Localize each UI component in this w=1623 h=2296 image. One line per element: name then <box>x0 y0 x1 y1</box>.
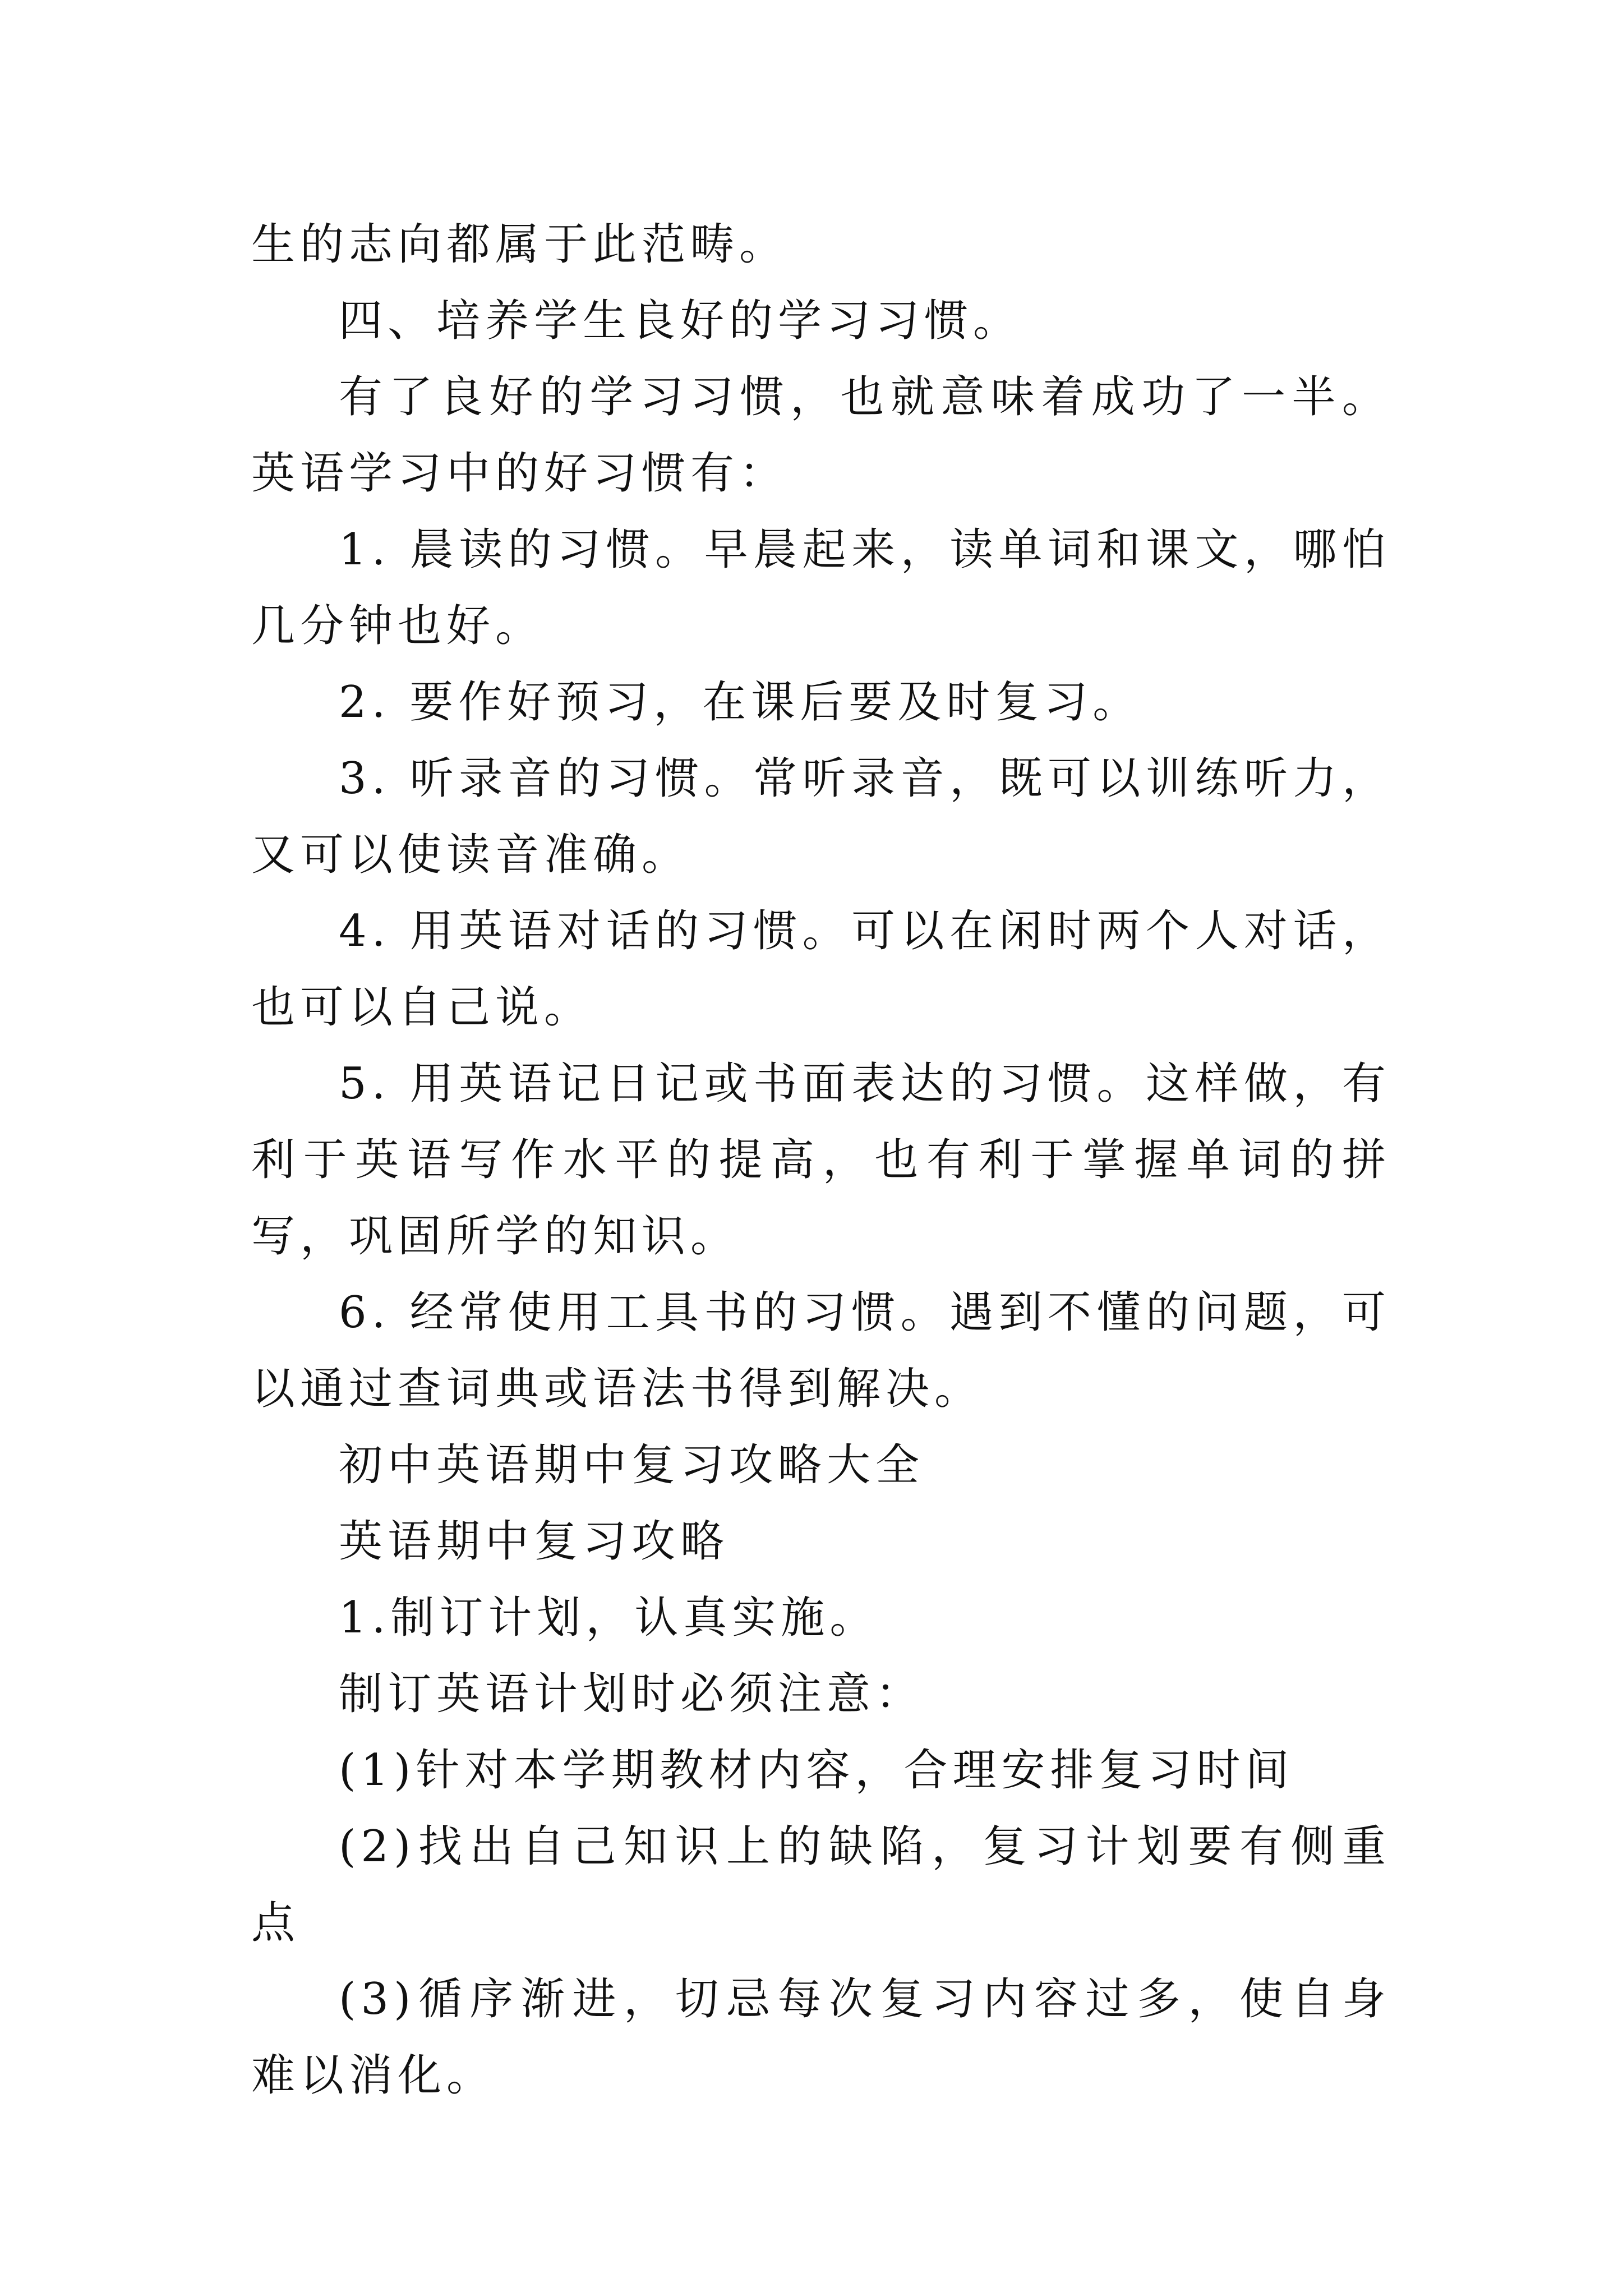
section-heading-habits: 四、培养学生良好的学习习惯。 <box>339 296 1022 346</box>
document-body <box>251 206 1391 2114</box>
list-item-1: 1. 晨读的习惯。早晨起来，读单词和课文，哪怕几分钟也好。 <box>251 524 1391 651</box>
plan-heading: 1.制订计划，认真实施。 <box>339 1593 879 1643</box>
list-item-5: 5. 用英语记日记或书面表达的习惯。这样做，有利于英语写作水平的提高，也有利于掌握单词的拼写，巩固所学的知识。 <box>251 1059 1391 1262</box>
plan-note-1: (1)针对本学期教材内容，合理安排复习时间 <box>339 1745 1294 1796</box>
article-subtitle: 英语期中复习攻略 <box>339 1516 730 1567</box>
plan-notes-intro: 制订英语计划时必须注意： <box>339 1669 925 1719</box>
paragraph-continuation: 生的志向都属于此范畴。 <box>251 219 789 270</box>
list-item-3: 3. 听录音的习惯。常听录音，既可以训练听力，又可以使读音准确。 <box>251 753 1391 880</box>
plan-note-2: (2)找出自己知识上的缺陷，复习计划要有侧重点 <box>251 1821 1391 1948</box>
list-item-6: 6. 经常使用工具书的习惯。遇到不懂的问题，可以通过查词典或语法书得到解决。 <box>251 1287 1391 1414</box>
article-title: 初中英语期中复习攻略大全 <box>339 1440 925 1490</box>
paragraph-intro-habits: 有了良好的学习习惯，也就意味着成功了一半。英语学习中的好习惯有： <box>251 372 1391 499</box>
plan-note-3: (3)循序渐进，切忌每次复习内容过多，使自身难以消化。 <box>251 1974 1391 2101</box>
list-item-4: 4. 用英语对话的习惯。可以在闲时两个人对话，也可以自己说。 <box>251 906 1391 1033</box>
list-item-2: 2. 要作好预习，在课后要及时复习。 <box>339 677 1142 728</box>
